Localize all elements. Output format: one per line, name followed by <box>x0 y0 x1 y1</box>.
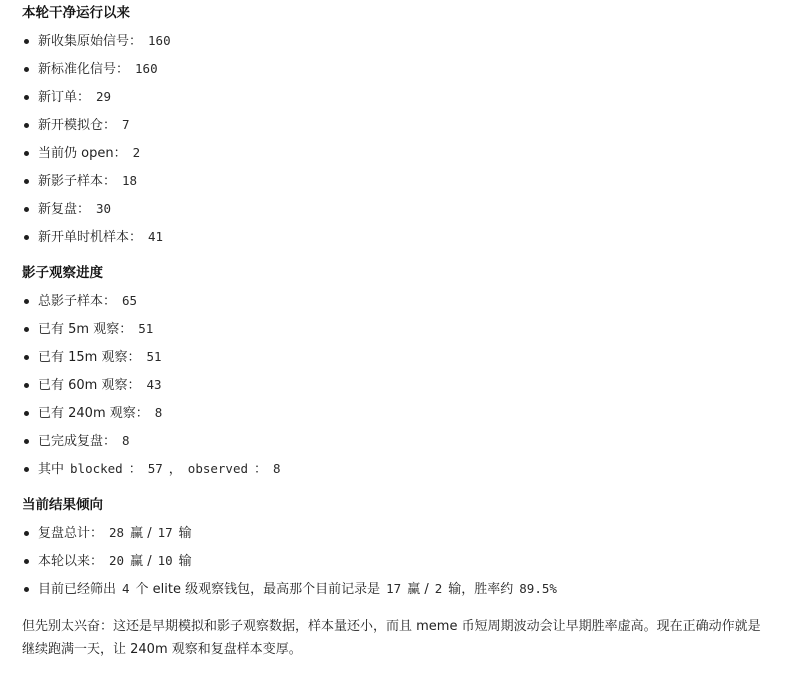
list-item <box>22 55 781 83</box>
message-content <box>22 0 781 661</box>
section-title-shadow-progress: 影子观察进度 <box>22 265 103 281</box>
blocked-value: 57 <box>147 461 163 476</box>
blocked-key: blocked <box>70 461 123 476</box>
elite-mid: 个 elite 级观察钱包，最高那个目前记录是 <box>135 582 381 597</box>
elite-pre: 目前已经筛出 <box>38 582 117 597</box>
list-item <box>22 427 781 455</box>
win-rate: 89.5% <box>519 581 557 596</box>
list-item <box>22 399 781 427</box>
win-word: 赢 / <box>130 554 152 569</box>
list-item <box>22 111 781 139</box>
section-title-result-trend: 当前结果倾向 <box>22 497 103 513</box>
loss-word: 输 <box>178 526 192 541</box>
list-item <box>22 343 781 371</box>
item-label: 新复盘： <box>38 202 91 217</box>
item-label: 本轮以来： <box>38 554 104 569</box>
elite-post: 输，胜率约 <box>448 582 514 597</box>
item-value: 160 <box>135 61 158 76</box>
list-item-since-round <box>22 547 781 575</box>
losses-value: 10 <box>157 553 173 568</box>
item-value: 8 <box>122 433 130 448</box>
item-label: 新开模拟仓： <box>38 118 117 133</box>
wins-value: 17 <box>386 581 402 596</box>
item-label: 复盘总计： <box>38 526 104 541</box>
item-value: 8 <box>154 405 163 420</box>
item-label: 已有 240m 观察： <box>38 406 149 421</box>
elite-count: 4 <box>122 581 130 596</box>
item-label: 新订单： <box>38 90 91 105</box>
since-run-list <box>22 27 781 251</box>
list-item <box>22 139 781 167</box>
comma: ， <box>168 462 182 477</box>
item-label: 已有 60m 观察： <box>38 378 141 393</box>
wins-value: 28 <box>109 525 125 540</box>
item-value: 65 <box>122 293 138 308</box>
item-label: 新开单时机样本： <box>38 230 143 245</box>
section-title-since-run: 本轮干净运行以来 <box>22 5 130 21</box>
item-value: 43 <box>146 377 162 392</box>
list-item <box>22 223 781 251</box>
item-value: 29 <box>96 89 112 104</box>
list-item-elite <box>22 575 781 603</box>
item-label: 新影子样本： <box>38 174 117 189</box>
item-label: 已有 5m 观察： <box>38 322 133 337</box>
observed-value: 8 <box>273 461 281 476</box>
item-label: 总影子样本： <box>38 294 117 309</box>
colon: ： <box>128 462 142 477</box>
list-item <box>22 27 781 55</box>
list-item <box>22 371 781 399</box>
item-prefix: 其中 <box>38 462 65 477</box>
win-word: 赢 / <box>130 526 152 541</box>
item-label: 新收集原始信号： <box>38 34 143 49</box>
item-value: 160 <box>148 33 171 48</box>
item-value: 41 <box>148 229 164 244</box>
losses-value: 2 <box>434 581 443 596</box>
list-item <box>22 315 781 343</box>
item-label: 新标准化信号： <box>38 62 130 77</box>
item-value: 18 <box>122 173 138 188</box>
colon: ： <box>254 462 268 477</box>
item-value: 51 <box>146 349 162 364</box>
item-label: 当前仍 open： <box>38 146 127 161</box>
result-trend-list <box>22 519 781 603</box>
item-label: 已完成复盘： <box>38 434 117 449</box>
item-value: 2 <box>132 145 141 160</box>
list-item <box>22 287 781 315</box>
item-value: 7 <box>122 117 130 132</box>
observed-key: observed <box>187 461 249 476</box>
list-item <box>22 167 781 195</box>
loss-word: 输 <box>178 554 192 569</box>
win-word: 赢 / <box>407 582 429 597</box>
item-value: 51 <box>138 321 154 336</box>
list-item <box>22 83 781 111</box>
list-item-review-total <box>22 519 781 547</box>
item-label: 已有 15m 观察： <box>38 350 141 365</box>
list-item <box>22 195 781 223</box>
wins-value: 20 <box>109 553 125 568</box>
shadow-progress-list <box>22 287 781 483</box>
closing-paragraph: 但先别太兴奋：这还是早期模拟和影子观察数据，样本量还小，而且 meme 币短周期波动会让早期胜率虚高。现在正确动作就是继续跑满一天，让 240m 观察和复盘样本变厚。 <box>22 619 761 657</box>
item-value: 30 <box>96 201 112 216</box>
list-item-blocked-observed <box>22 455 781 483</box>
losses-value: 17 <box>157 525 173 540</box>
